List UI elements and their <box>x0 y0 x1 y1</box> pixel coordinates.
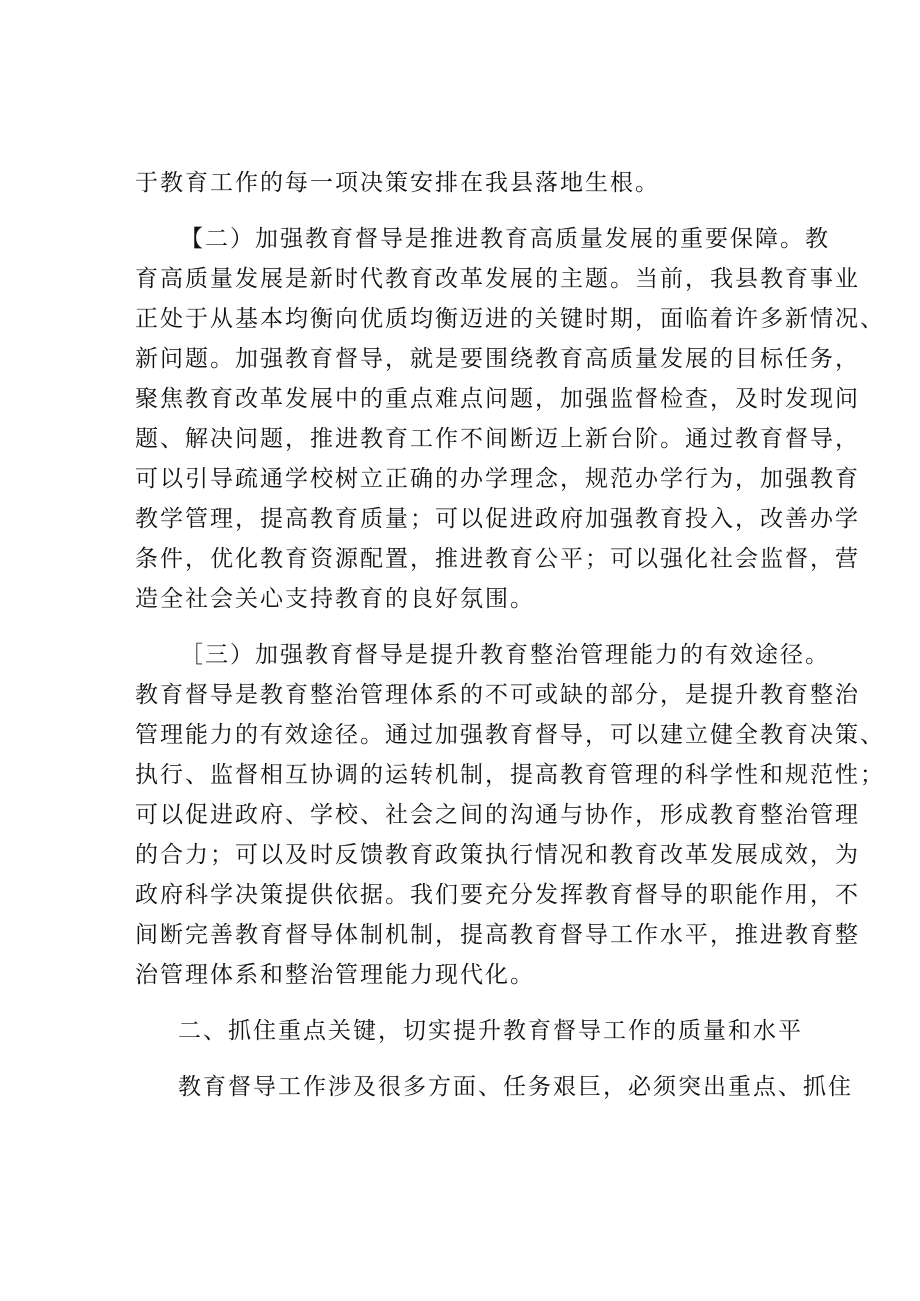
body-line: 聚焦教育改革发展中的重点难点问题，加强监督检查，及时发现问 <box>135 386 860 412</box>
body-line: 政府科学决策提供依据。我们要充分发挥教育督导的职能作用，不 <box>135 882 860 908</box>
body-line: 执行、监督相互协调的运转机制，提高教育管理的科学性和规范性； <box>135 762 885 788</box>
section-heading-line: 【二）加强教育督导是推进教育高质量发展的重要保障。教 <box>180 226 830 252</box>
chapter-heading-line: 二、抓住重点关键，切实提升教育督导工作的质量和水平 <box>178 1018 803 1044</box>
body-line: 造全社会关心支持教育的良好氛围。 <box>135 586 535 612</box>
body-line: 管理能力的有效途径。通过加强教育督导，可以建立健全教育决策、 <box>135 722 885 748</box>
body-line: 可以引导疏通学校树立正确的办学理念，规范办学行为，加强教育 <box>135 466 860 492</box>
body-line: 新问题。加强教育督导，就是要围绕教育高质量发展的目标任务， <box>135 346 860 372</box>
section-heading-line: ［三）加强教育督导是提升教育整治管理能力的有效途径。 <box>180 642 830 668</box>
body-line: 教育督导是教育整治管理体系的不可或缺的部分，是提升教育整治 <box>135 682 860 708</box>
body-line: 育高质量发展是新时代教育改革发展的主题。当前，我县教育事业 <box>135 266 860 292</box>
body-line: 治管理体系和整治管理能力现代化。 <box>135 962 535 988</box>
body-line: 教育督导工作涉及很多方面、任务艰巨，必须突出重点、抓住 <box>178 1074 853 1100</box>
body-line: 正处于从基本均衡向优质均衡迈进的关键时期，面临着许多新情况、 <box>135 306 885 332</box>
body-line: 可以促进政府、学校、社会之间的沟通与协作，形成教育整治管理 <box>135 802 860 828</box>
body-line: 间断完善教育督导体制机制，提高教育督导工作水平，推进教育整 <box>135 922 860 948</box>
body-line: 题、解决问题，推进教育工作不间断迈上新台阶。通过教育督导， <box>135 426 860 452</box>
body-line: 条件，优化教育资源配置，推进教育公平；可以强化社会监督，营 <box>135 546 860 572</box>
body-line: 于教育工作的每一项决策安排在我县落地生根。 <box>135 170 660 196</box>
body-line: 教学管理，提高教育质量；可以促进政府加强教育投入，改善办学 <box>135 506 860 532</box>
body-line: 的合力；可以及时反馈教育政策执行情况和教育改革发展成效，为 <box>135 842 860 868</box>
